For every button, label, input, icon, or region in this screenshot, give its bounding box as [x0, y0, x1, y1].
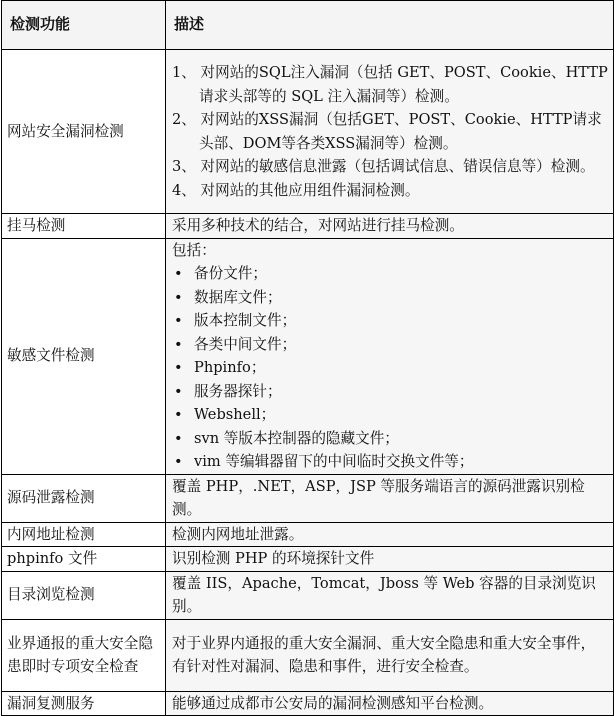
table-row: [2, 522, 614, 547]
table-row: [2, 214, 614, 239]
list-item: • Webshell；: [172, 403, 608, 427]
list-item: • 备份文件；: [172, 262, 608, 286]
header-description: 描述: [166, 1, 614, 50]
table-row: [2, 238, 614, 474]
table-row: [2, 619, 614, 691]
header-row: [2, 1, 614, 50]
numbered-item: 3、 对网站的敏感信息泄露（包括调试信息、错误信息等）检测。: [172, 158, 595, 175]
table-row: [2, 571, 614, 619]
function-cell: 漏洞复测服务: [2, 691, 166, 716]
description-cell: 检测内网地址泄露。: [166, 522, 614, 547]
description-cell: 采用多种技术的结合，对网站进行挂马检测。: [166, 214, 614, 239]
list-item: • Phpinfo；: [172, 356, 608, 380]
list-item: • vim 等编辑器留下的中间临时交换文件等；: [172, 450, 608, 474]
numbered-item: 4、 对网站的其他应用组件漏洞检测。: [172, 181, 420, 199]
description-cell: 覆盖 PHP，.NET，ASP，JSP 等服务端语言的源码泄露识别检测。: [166, 474, 614, 522]
description-cell: [166, 238, 614, 474]
table-row: [2, 547, 614, 572]
function-cell: 挂马检测: [2, 214, 166, 239]
function-cell: phpinfo 文件: [2, 547, 166, 572]
numbered-item: 2、 对网站的XSS漏洞（包括GET、POST、Cookie、HTTP请求头部、DOM等各类XSS漏洞等）检测。: [172, 111, 602, 152]
list-item: • 版本控制文件；: [172, 309, 608, 333]
bullet-list: [172, 262, 608, 474]
function-cell: 目录浏览检测: [2, 571, 166, 619]
description-cell: 覆盖 IIS，Apache，Tomcat，Jboss 等 Web 容器的目录浏览识别。: [166, 571, 614, 619]
function-cell: 网站安全漏洞检测: [2, 50, 166, 214]
feature-table: [1, 0, 614, 716]
header-function: 检测功能: [2, 1, 166, 50]
description-cell: 能够通过成都市公安局的漏洞检测感知平台检测。: [166, 691, 614, 716]
table-row: [2, 474, 614, 522]
function-cell: 敏感文件检测: [2, 238, 166, 474]
intro-text: 包括：: [172, 241, 216, 259]
description-cell: [166, 50, 614, 214]
list-item: • 数据库文件；: [172, 286, 608, 310]
description-cell: 识别检测 PHP 的环境探针文件: [166, 547, 614, 572]
numbered-item: 1、 对网站的SQL注入漏洞（包括 GET、POST、Cookie、HTTP 请求头部等的 SQL 注入漏洞等）检测。: [172, 64, 608, 105]
list-item: • 各类中间文件；: [172, 333, 608, 357]
description-cell: 对于业界内通报的重大安全漏洞、重大安全隐患和重大安全事件，有针对性对漏洞、隐患和事件，进行安全检查。: [166, 619, 614, 691]
function-cell: 业界通报的重大安全隐患即时专项安全检查: [2, 619, 166, 691]
table-row: [2, 50, 614, 214]
list-item: • svn 等版本控制器的隐藏文件；: [172, 427, 608, 451]
list-item: • 服务器探针；: [172, 380, 608, 404]
function-cell: 源码泄露检测: [2, 474, 166, 522]
function-cell: 内网地址检测: [2, 522, 166, 547]
